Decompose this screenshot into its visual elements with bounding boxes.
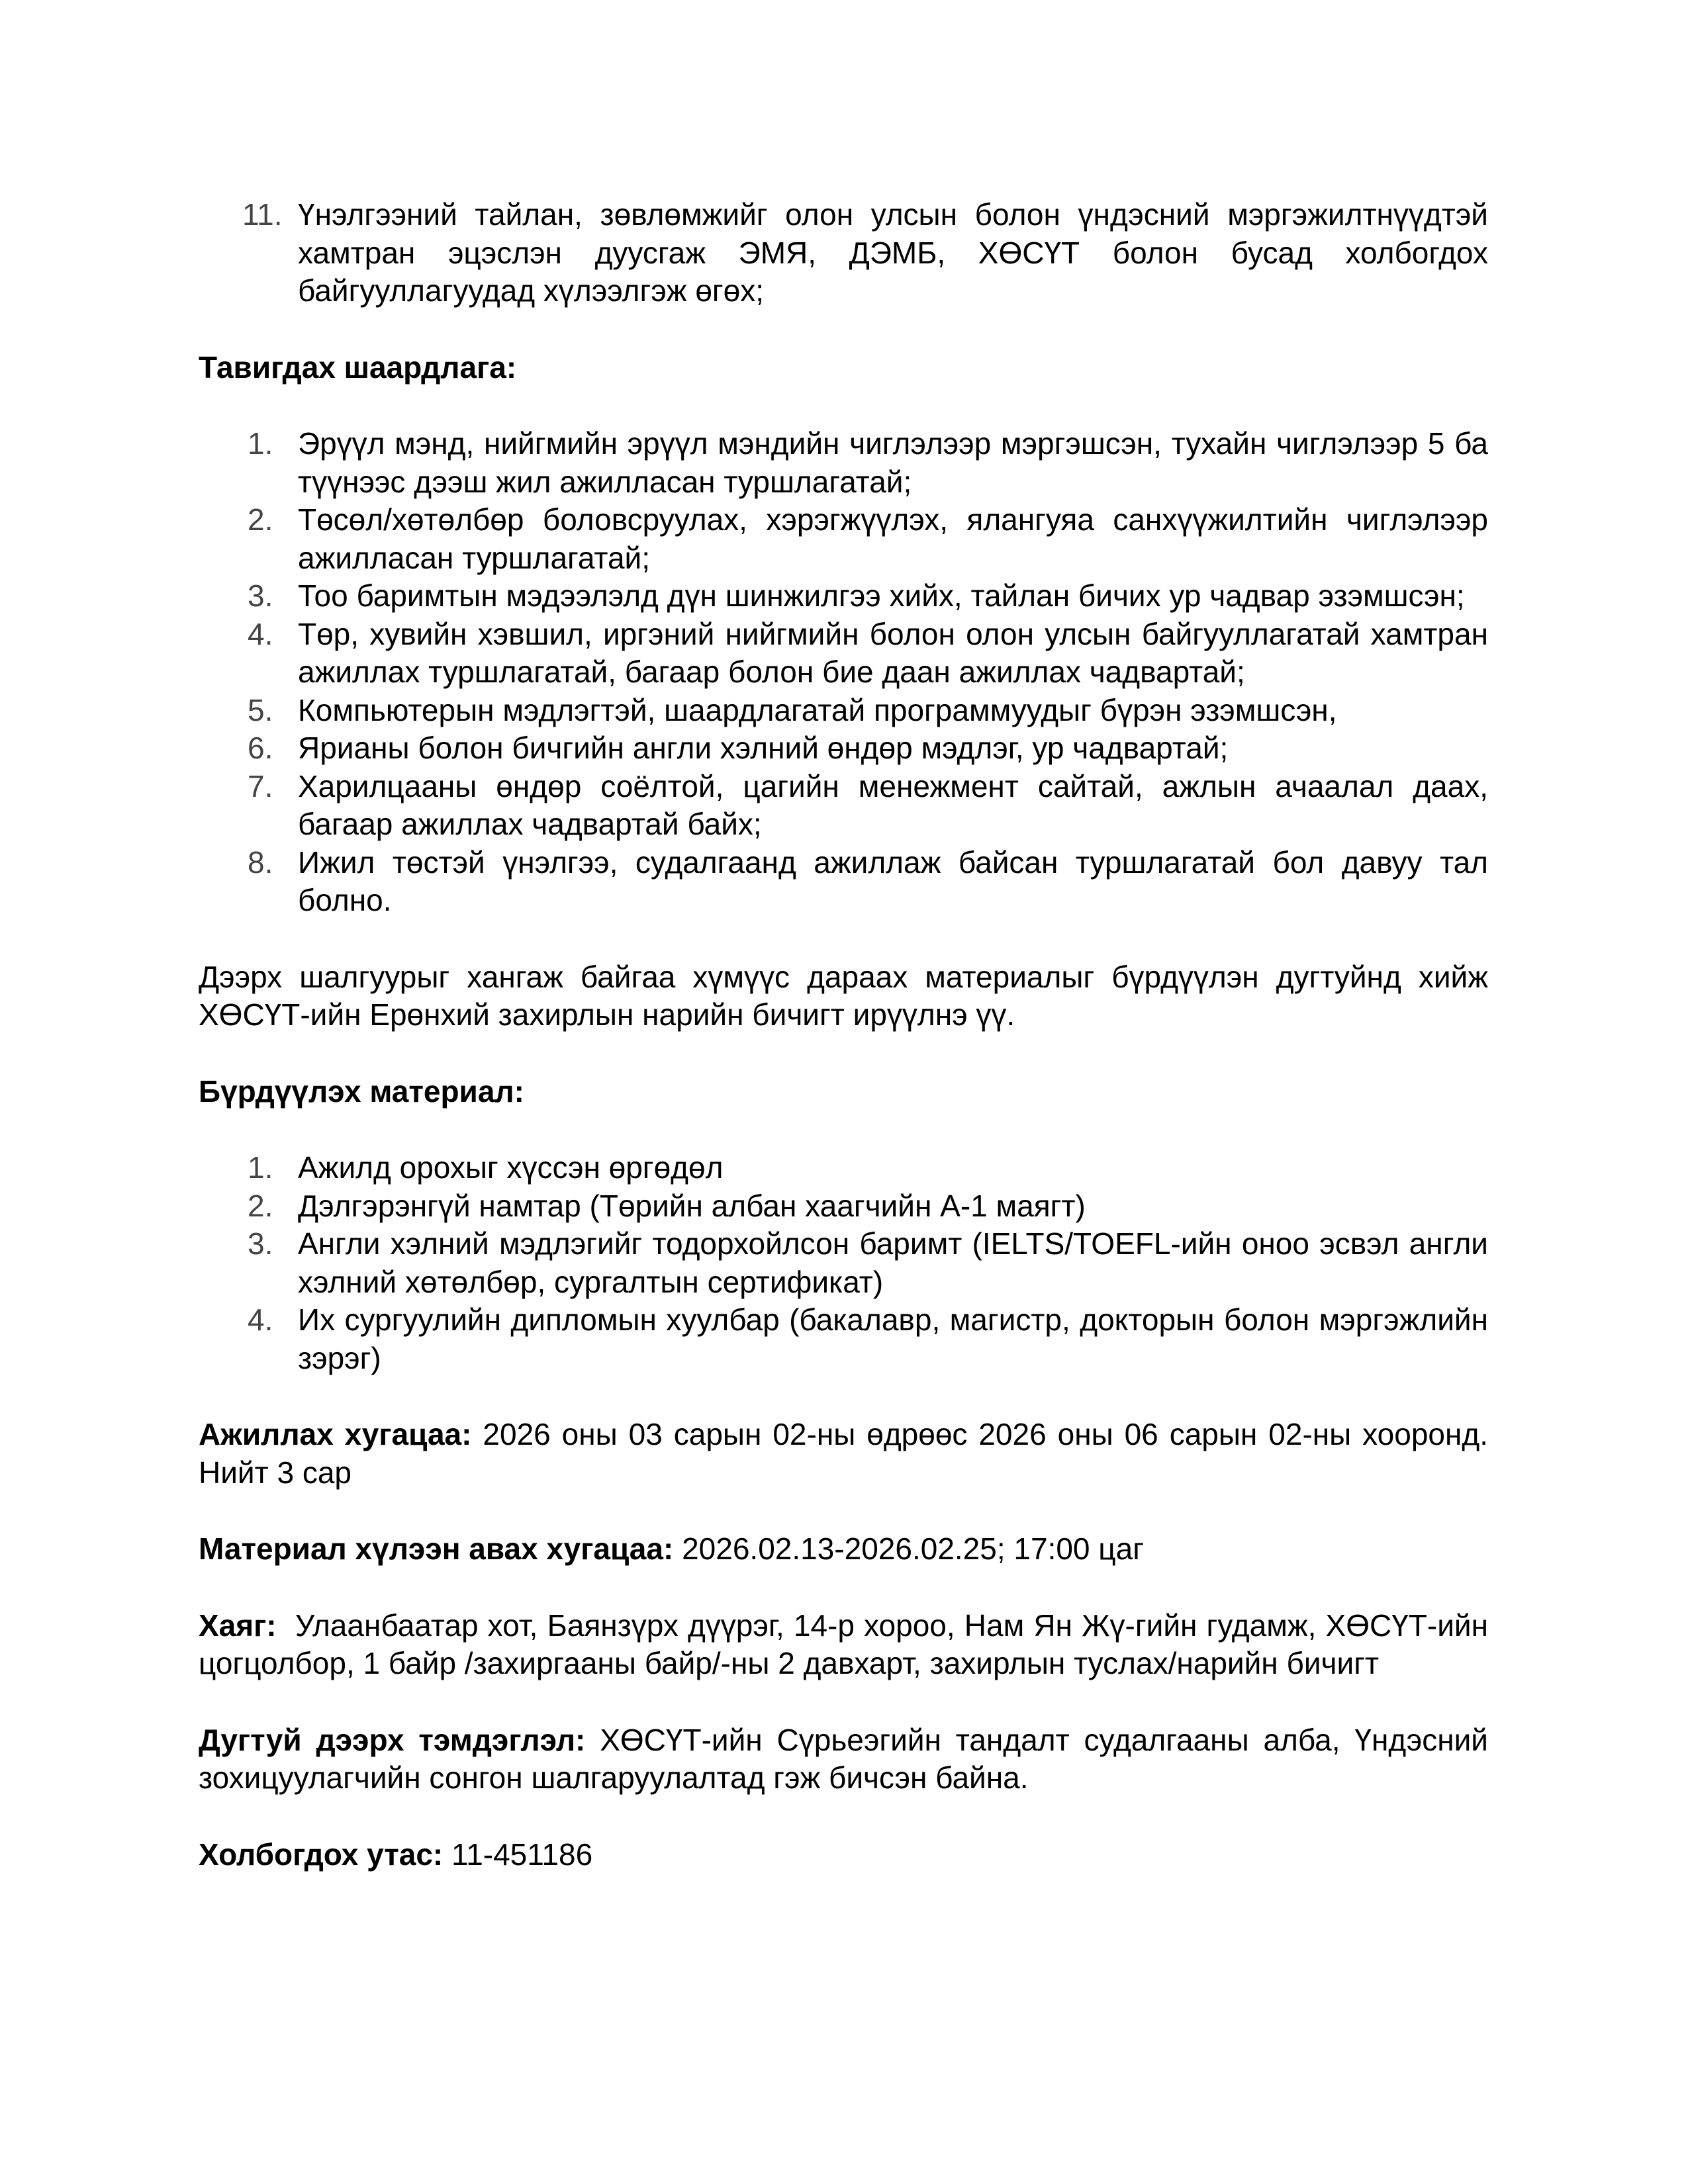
list-item [199,768,1488,844]
list-item-text: Англи хэлний мэдлэгийг тодорхойлсон баримт (IELTS/TOEFL-ийн оноо эсвэл англи хэлний хөтөлбөр, сургалтын сертификат) [298,1226,1488,1299]
submission-period-paragraph [199,1530,1488,1569]
document-page [199,196,1497,1874]
requirements-heading: Тавигдах шаардлага: [199,349,517,385]
address-label: Хаяг: [199,1608,277,1643]
envelope-note-paragraph [199,1721,1488,1797]
list-number: 1. [248,1150,273,1185]
work-period-value: 2026 оны 03 сарын 02-ны өдрөөс 2026 оны 06 сарын 02-ны хооронд. Нийт 3 сар [199,1417,1489,1490]
list-item-text: Тоо баримтын мэдээлэлд дүн шинжилгээ хийх, тайлан бичих ур чадвар эзэмшсэн; [298,578,1465,613]
list-item [199,1187,1488,1226]
materials-list [199,1149,1488,1377]
list-number: 4. [248,1302,273,1337]
list-item [199,729,1488,768]
list-number: 2. [248,1188,273,1223]
list-item-text: Харилцааны өндөр соёлтой, цагийн менежмент сайтай, ажлын ачаалал даах, багаар ажиллах чадвартай байх; [298,768,1488,841]
list-number: 4. [248,616,273,651]
contact-phone-label: Холбогдох утас: [199,1837,444,1872]
list-item-text: Эрүүл мэнд, нийгмийн эрүүл мэндийн чиглэлээр мэргэшсэн, тухайн чиглэлээр 5 ба түүнээс дээш жил ажилласан туршлагатай; [298,426,1488,499]
instruction-paragraph: Дээрх шалгуурыг хангаж байгаа хүмүүс дараах материалыг бүрдүүлэн дугтуйнд хийж ХӨСҮТ-ийн Ерөнхий захирлын нарийн бичигт ирүүлнэ үү. [199,959,1488,1032]
work-period-label: Ажиллах хугацаа: [199,1417,472,1451]
list-item-text: Ажилд орохыг хүссэн өргөдөл [298,1150,724,1185]
list-item-text: Ижил төстэй үнэлгээ, судалгаанд ажиллаж байсан туршлагатай бол давуу тал болно. [298,844,1488,917]
list-item [199,501,1488,577]
work-period-paragraph [199,1416,1488,1492]
list-item-text: Их сургуулийн дипломын хуулбар (бакалавр, магистр, докторын болон мэргэжлийн зэрэг) [298,1302,1488,1375]
address-paragraph [199,1607,1497,1683]
address-value: Улаанбаатар хот, Баянзүрх дүүрэг, 14-р хороо, Нам Ян Жү-гийн гудамж, ХӨСҮТ-ийн цогцолбор, 1 байр /захиргааны байр/-ны 2 давхарт, захирлын туслах/нарийн бичигт [199,1608,1497,1680]
list-item-text: Үнэлгээний тайлан, зөвлөмжийг олон улсын болон үндэсний мэргэжилтнүүдтэй хамтран эцэслэн дуусгаж ЭМЯ, ДЭМБ, ХӨСҮТ болон бусад холбогдох байгууллагуудад хүлээлгэж өгөх; [298,197,1488,308]
list-item [199,196,1488,310]
list-number: 11. [242,197,283,232]
list-item-text: Төр, хувийн хэвшил, иргэний нийгмийн болон олон улсын байгууллагатай хамтран ажиллах туршлагатай, багаар болон бие даан ажиллах чадвартай; [298,616,1488,689]
list-item [199,425,1488,501]
list-item [199,615,1488,692]
materials-heading: Бүрдүүлэх материал: [199,1073,524,1109]
contact-phone-paragraph [199,1836,1488,1874]
list-item [199,1225,1488,1301]
requirements-list [199,425,1488,920]
list-item-text: Төсөл/хөтөлбөр боловсруулах, хэрэгжүүлэх, ялангуяа санхүүжилтийн чиглэлээр ажилласан туршлагатай; [298,502,1488,575]
list-number: 5. [248,692,273,727]
list-number: 6. [248,731,273,765]
envelope-note-label: Дугтуй дээрх тэмдэглэл: [199,1722,586,1757]
list-item-text: Ярианы болон бичгийн англи хэлний өндөр мэдлэг, ур чадвартай; [298,731,1229,765]
list-number: 3. [248,1226,273,1261]
list-number: 7. [248,768,273,803]
envelope-note-value: ХӨСҮТ-ийн Сүрьеэгийн тандалт судалгааны алба, Үндэсний зохицуулагчийн сонгон шалгаруулалтад гэж бичсэн байна. [199,1722,1488,1795]
list-item-text: Дэлгэрэнгүй намтар (Төрийн албан хаагчийн А-1 маягт) [298,1188,1086,1223]
list-item [199,577,1488,615]
submission-period-label: Материал хүлээн авах хугацаа: [199,1531,674,1566]
list-item [199,844,1488,920]
list-number: 1. [248,426,273,461]
continued-duties-list [199,196,1488,310]
list-item [199,1301,1488,1377]
list-item [199,1149,1488,1187]
list-number: 2. [248,502,273,537]
contact-phone-value: 11-451186 [443,1837,593,1872]
list-item-text: Компьютерын мэдлэгтэй, шаардлагатай программуудыг бүрэн эзэмшсэн, [298,692,1337,727]
submission-period-value: 2026.02.13-2026.02.25; 17:00 цаг [673,1531,1145,1566]
list-item [199,692,1488,730]
list-number: 8. [248,844,273,880]
list-number: 3. [248,578,273,613]
